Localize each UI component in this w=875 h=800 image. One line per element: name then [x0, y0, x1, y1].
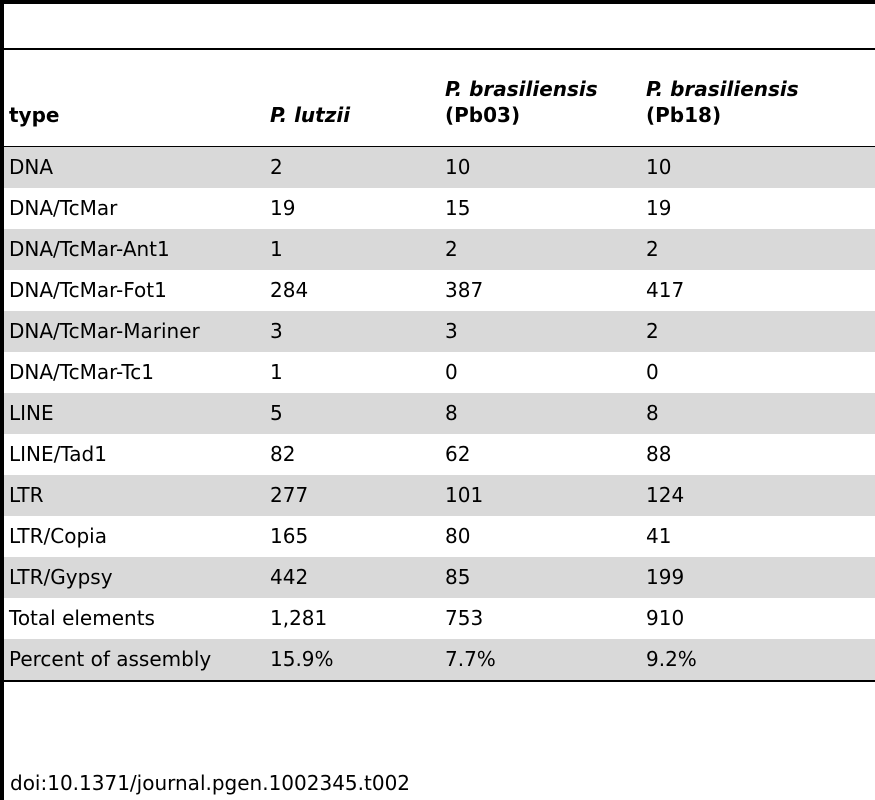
cell-pb03: 0	[445, 360, 458, 384]
cell-pb18: 19	[646, 196, 672, 220]
table-row	[4, 352, 875, 393]
header-pb18	[646, 76, 799, 128]
cell-type: LTR/Copia	[9, 524, 107, 548]
cell-p-lutzii: 1,281	[270, 606, 328, 630]
table-row	[4, 434, 875, 475]
cell-pb03: 387	[445, 278, 484, 302]
cell-pb03: 101	[445, 483, 484, 507]
cell-type: DNA/TcMar-Tc1	[9, 360, 154, 384]
header-pb18-strain: (Pb18)	[646, 103, 722, 127]
cell-pb18: 2	[646, 237, 659, 261]
cell-pb18: 199	[646, 565, 685, 589]
table-row	[4, 147, 875, 188]
cell-p-lutzii: 82	[270, 442, 296, 466]
doi-footer: doi:10.1371/journal.pgen.1002345.t002	[10, 771, 411, 795]
cell-pb18: 2	[646, 319, 659, 343]
cell-pb03: 15	[445, 196, 471, 220]
cell-pb03: 753	[445, 606, 484, 630]
table-row	[4, 516, 875, 557]
cell-pb18: 9.2%	[646, 647, 697, 671]
transposable-elements-table	[4, 50, 875, 682]
table-row	[4, 639, 875, 682]
cell-p-lutzii: 15.9%	[270, 647, 334, 671]
table-row	[4, 311, 875, 352]
cell-type: LINE/Tad1	[9, 442, 107, 466]
cell-type: DNA/TcMar-Fot1	[9, 278, 167, 302]
cell-p-lutzii: 19	[270, 196, 296, 220]
cell-pb03: 2	[445, 237, 458, 261]
table-row	[4, 475, 875, 516]
cell-pb18: 124	[646, 483, 685, 507]
table-row	[4, 393, 875, 434]
cell-p-lutzii: 284	[270, 278, 309, 302]
top-rule	[0, 0, 875, 4]
header-p-lutzii-label: P. lutzii	[270, 103, 351, 127]
cell-pb03: 62	[445, 442, 471, 466]
cell-type: DNA/TcMar-Ant1	[9, 237, 170, 261]
table-row	[4, 598, 875, 639]
header-pb03-species: P. brasiliensis	[445, 77, 598, 101]
cell-pb03: 10	[445, 155, 471, 179]
table-body	[4, 147, 875, 682]
cell-p-lutzii: 277	[270, 483, 309, 507]
cell-p-lutzii: 5	[270, 401, 283, 425]
header-pb03-strain: (Pb03)	[445, 103, 521, 127]
cell-p-lutzii: 1	[270, 360, 283, 384]
header-pb03	[445, 76, 598, 128]
table-row	[4, 270, 875, 311]
cell-type: Total elements	[9, 606, 155, 630]
cell-pb03: 3	[445, 319, 458, 343]
header-pb18-species: P. brasiliensis	[646, 77, 799, 101]
cell-pb18: 417	[646, 278, 685, 302]
cell-type: DNA/TcMar	[9, 196, 118, 220]
cell-pb03: 85	[445, 565, 471, 589]
cell-type: Percent of assembly	[9, 647, 212, 671]
header-type	[9, 102, 59, 128]
cell-p-lutzii: 3	[270, 319, 283, 343]
cell-p-lutzii: 1	[270, 237, 283, 261]
cell-pb18: 88	[646, 442, 672, 466]
cell-p-lutzii: 2	[270, 155, 283, 179]
header-type-label: type	[9, 103, 60, 127]
cell-pb03: 7.7%	[445, 647, 496, 671]
table-row	[4, 557, 875, 598]
cell-type: LINE	[9, 401, 54, 425]
cell-pb18: 8	[646, 401, 659, 425]
table-row	[4, 229, 875, 270]
table-header-row	[4, 50, 875, 147]
cell-pb18: 0	[646, 360, 659, 384]
cell-p-lutzii: 165	[270, 524, 309, 548]
cell-pb03: 80	[445, 524, 471, 548]
table-row	[4, 188, 875, 229]
cell-type: DNA	[9, 155, 54, 179]
cell-pb18: 910	[646, 606, 685, 630]
header-p-lutzii	[270, 102, 350, 128]
cell-p-lutzii: 442	[270, 565, 309, 589]
cell-type: DNA/TcMar-Mariner	[9, 319, 200, 343]
cell-pb18: 41	[646, 524, 672, 548]
cell-pb18: 10	[646, 155, 672, 179]
cell-pb03: 8	[445, 401, 458, 425]
cell-type: LTR	[9, 483, 44, 507]
cell-type: LTR/Gypsy	[9, 565, 113, 589]
